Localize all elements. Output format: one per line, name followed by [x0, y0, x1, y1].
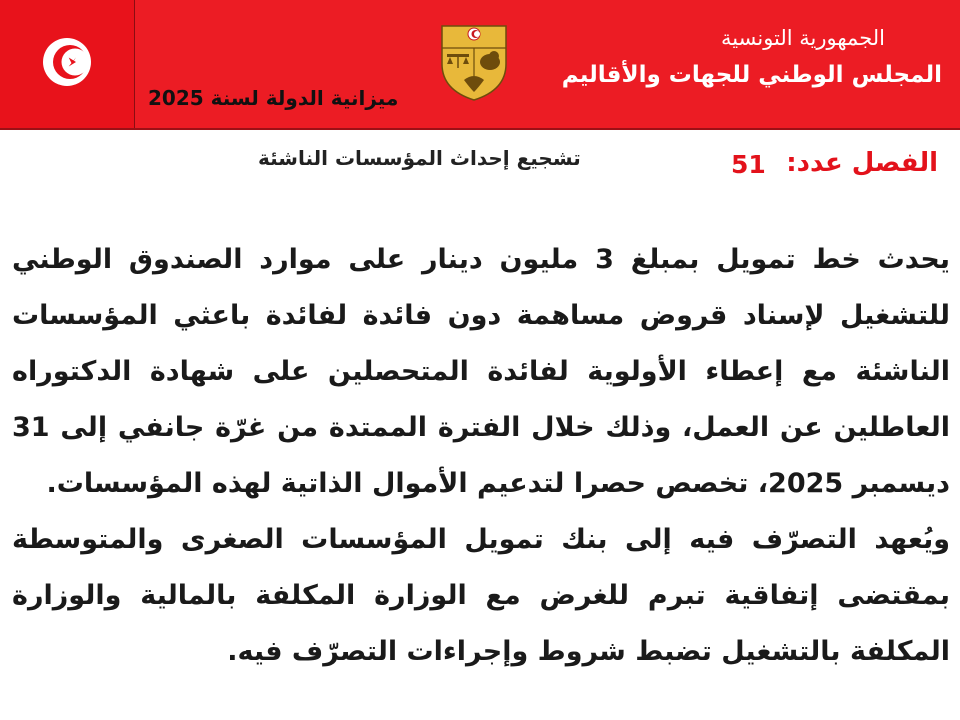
chapter-number: 51 — [731, 150, 766, 179]
header-bottom-border — [0, 128, 960, 130]
body-paragraph-2: ويُعهد التصرّف فيه إلى بنك تمويل المؤسسات الصغرى والمتوسطة بمقتضى إتفاقية تبرم للغرض مع الوزارة المكلفة بالمالية والوزارة المكلفة بالتشغيل تضبط شروط وإجراءات التصرّف فيه. — [12, 524, 950, 667]
republic-title: الجمهورية التونسية — [721, 26, 885, 50]
header-banner — [0, 0, 960, 128]
budget-title: ميزانية الدولة لسنة 2025 — [148, 86, 399, 110]
chapter-body — [12, 232, 950, 680]
body-paragraph-1: يحدث خط تمويل بمبلغ 3 مليون دينار على موارد الصندوق الوطني للتشغيل لإسناد قروض مساهمة دون فائدة لفائدة باعثي المؤسسات الناشئة مع إعطاء الأولوية لفائدة المتحصلين على شهادة الدكتوراه العاطلين عن العمل، وذلك خلال الفترة الممتدة من غرّة جانفي إلى 31 ديسمبر 2025، تخصص حصرا لتدعيم الأموال الذاتية لهذه المؤسسات. — [12, 244, 950, 499]
coat-of-arms-icon — [438, 18, 510, 106]
chapter-label: الفصل عدد: — [786, 148, 938, 178]
header-divider — [134, 0, 135, 128]
tunisia-flag-icon — [0, 0, 134, 128]
council-title: المجلس الوطني للجهات والأقاليم — [561, 62, 942, 88]
chapter-subject: تشجيع إحداث المؤسسات الناشئة — [258, 146, 581, 170]
